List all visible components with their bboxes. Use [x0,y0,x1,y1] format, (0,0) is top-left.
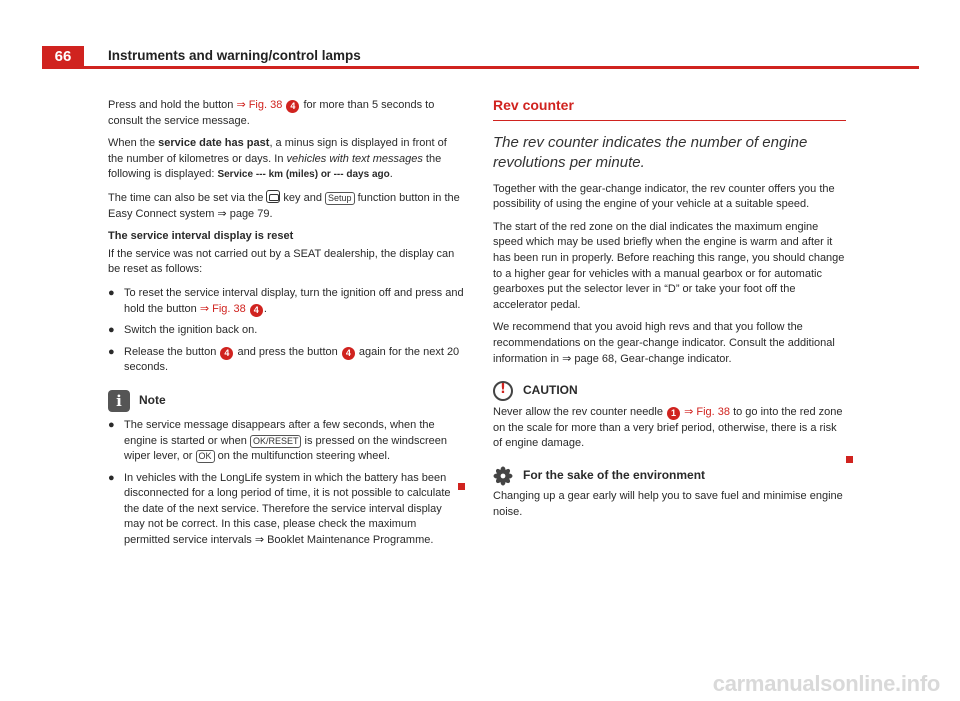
list-item: ● In vehicles with the LongLife system in which the battery has been disconnected for a long period of time, it is not possible to calculate the date of the next service. Therefore the service interval display may not be correct. In this case, please check the maximum permitted service intervals ⇒ Booklet Maintenance Programme. [108,471,451,547]
environment-text: Changing up a gear early will help you to save fuel and minimise engine noise. [493,489,843,518]
bullet-icon: ● [108,471,115,484]
list-item: ● The service message disappears after a few seconds, when the engine is started or when OK/RESET is pressed on the windscreen wiper lever, or OK on the multifunction steering wheel. [108,418,448,463]
environment-label: For the sake of the environment [523,468,706,483]
bullet-icon: ● [108,345,115,358]
list-item: ● Release the button 4 and press the button 4 again for the next 20 seconds. [108,345,460,374]
bullet-icon: ● [108,418,115,431]
caution-icon [493,381,513,401]
section-end-marker [846,456,853,463]
paragraph-rev-intro: Together with the gear-change indicator, the rev counter offers you the possibility of using the engine of your vehicle at a suitable speed. [493,182,835,211]
note-label: Note [139,393,166,408]
info-icon: i [108,390,130,412]
section-title: Rev counter [493,98,846,121]
figure-link[interactable]: ⇒ Fig. 38 [681,406,731,419]
setup-key: Setup [325,192,355,205]
caution-heading [493,381,846,401]
bullet-icon: ● [108,324,115,337]
header-rule [42,66,919,69]
caution-text: Never allow the rev counter needle 1 ⇒ Fig. 38 to go into the red zone on the scale for more than a very brief period, otherwise, there is a risk of engine damage. [493,406,843,450]
callout-badge: 4 [342,347,355,360]
car-icon [266,190,280,203]
paragraph-reset-intro: If the service was not carried out by a SEAT dealership, the display can be reset as follows: [108,247,455,276]
callout-badge: 4 [286,100,299,113]
paragraph-date-past: When the service date has past, a minus sign is displayed in front of the number of kilometres or days. In vehicles with text messages the following is displayed: Service --- km (miles) or --- days ago. [108,137,447,181]
paragraph-red-zone: The start of the red zone on the dial indicates the maximum engine speed which may be used briefly when the engine is warm and after it has been run in properly. Before reaching this range, you should change to a higher gear for vehicles with a manual gearbox or for automatic gearboxes put the selector lever in “D” or take your foot off the accelerator pedal. [493,220,845,311]
page-number: 66 [42,46,84,68]
section-end-marker [458,483,465,490]
callout-badge: 4 [250,304,263,317]
bullet-icon: ● [108,286,115,299]
reset-heading: The service interval display is reset [108,230,294,243]
figure-link[interactable]: ⇒ Fig. 38 [199,302,246,315]
watermark: carmanualsonline.info [712,671,940,696]
left-column [108,98,465,555]
environment-icon [493,466,513,486]
figure-link[interactable]: ⇒ Fig. 38 [236,99,283,111]
section-subtitle: The rev counter indicates the number of engine revolutions per minute. [493,133,808,171]
caution-label: CAUTION [523,383,578,398]
note-heading [108,390,465,412]
environment-heading [493,466,846,486]
paragraph-recommendation: We recommend that you avoid high revs and that you follow the recommendations on the gear-change indicator. Consult the additional information in ⇒ page 68, Gear-change indicator. [493,321,835,365]
page-header-title: Instruments and warning/control lamps [108,48,361,63]
list-item: ● Switch the ignition back on. [108,323,465,339]
paragraph-time-setting: The time can also be set via the key and Setup function button in the Easy Connect system ⇒ page 79. [108,191,460,220]
callout-badge: 4 [220,347,233,360]
right-column [493,98,846,527]
list-item: ● To reset the service interval display, turn the ignition off and press and hold the button ⇒ Fig. 38 4 . [108,286,464,315]
callout-badge: 1 [667,407,680,420]
paragraph-consult-service: Press and hold the button ⇒ Fig. 38 4 for more than 5 seconds to consult the service message. [108,99,435,127]
ok-reset-key: OK/RESET [250,435,302,448]
ok-key: OK [196,450,215,463]
